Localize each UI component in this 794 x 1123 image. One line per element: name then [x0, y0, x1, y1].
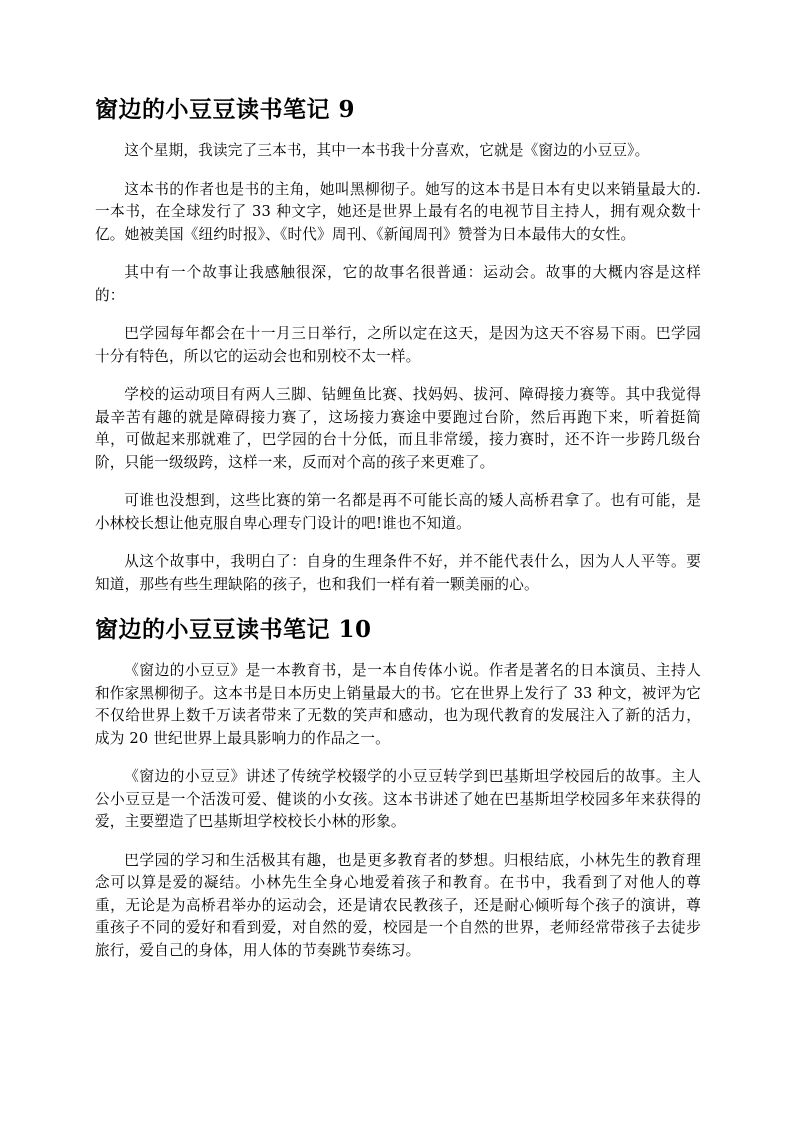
reading-note-10 — [95, 614, 701, 962]
paragraph: 学校的运动项目有两人三脚、钻鲤鱼比赛、找妈妈、拔河、障碍接力赛等。其中我觉得最辛苦有趣的就是障碍接力赛了，这场接力赛途中要跑过台阶，然后再跑下来，听着挺简单，可做起来那就难了，巴学园的台十分低，而且非常缓，接力赛时，还不许一步跨几级台阶，只能一级级跨，这样一来，反而对个高的孩子来更难了。 — [95, 386, 701, 471]
paragraph: 《窗边的小豆豆》是一本教育书，是一本自传体小说。作者是著名的日本演员、主持人和作家黑柳彻子。这本书是日本历史上销量最大的书。它在世界上发行了 33 种文，被评为它不仅给世界上数千万读者带来了无数的笑声和感动，也为现代教育的发展注入了新的活力，成为 20 世纪世界上最具影响力的作品之一。 — [95, 662, 701, 747]
paragraph: 巴学园的学习和生活极其有趣，也是更多教育者的梦想。归根结底，小林先生的教育理念可以算是爱的凝结。小林先生全身心地爱着孩子和教育。在书中，我看到了对他人的尊重，无论是为高桥君举办的运动会，还是请农民教孩子，还是耐心倾听每个孩子的演讲，尊重孩子不同的爱好和看到爱，对自然的爱，校园是一个自然的世界，老师经常带孩子去徒步旅行，爱自己的身体，用人体的节奏跳节奏练习。 — [95, 851, 701, 959]
paragraph: 可谁也没想到，这些比赛的第一名都是再不可能长高的矮人高桥君拿了。也有可能，是小林校长想让他克服自卑心理专门设计的吧!谁也不知道。 — [95, 492, 701, 532]
document-page — [95, 94, 701, 978]
paragraph: 这本书的作者也是书的主角，她叫黑柳彻子。她写的这本书是日本有史以来销量最大的.一本书，在全球发行了 33 种文字，她还是世界上最有名的电视节目主持人，拥有观众数十亿。她被美国《纽约时报》、《时代》周刊、《新闻周刊》赞誉为日本最伟大的女性。 — [95, 180, 701, 243]
section-title: 窗边的小豆豆读书笔记 9 — [95, 96, 356, 123]
paragraph: 《窗边的小豆豆》讲述了传统学校辍学的小豆豆转学到巴基斯坦学校园后的故事。主人公小豆豆是一个活泼可爱、健谈的小女孩。这本书讲述了她在巴基斯坦学校园多年来获得的爱，主要塑造了巴基斯坦学校校长小林的形象。 — [95, 768, 701, 830]
paragraph: 这个星期，我读完了三本书，其中一本书我十分喜欢，它就是《窗边的小豆豆》。 — [124, 142, 650, 159]
reading-note-9 — [95, 94, 701, 596]
paragraph: 巴学园每年都会在十一月三日举行，之所以定在这天，是因为这天不容易下雨。巴学园十分有特色，所以它的运动会也和别校不太一样。 — [95, 325, 701, 365]
section-title: 窗边的小豆豆读书笔记 10 — [95, 616, 372, 643]
paragraph: 其中有一个故事让我感触很深，它的故事名很普通：运动会。故事的大概内容是这样的： — [95, 264, 701, 304]
paragraph: 从这个故事中，我明白了：自身的生理条件不好，并不能代表什么，因为人人平等。要知道，那些有些生理缺陷的孩子，也和我们一样有着一颗美丽的心。 — [95, 553, 701, 593]
